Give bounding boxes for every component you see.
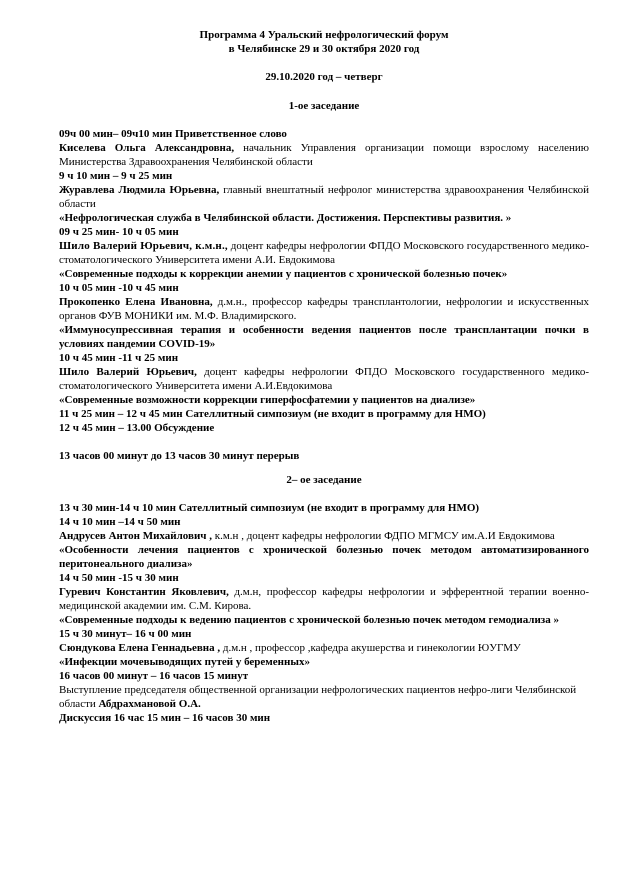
s2-discussion: Дискуссия 16 час 15 мин – 16 часов 30 мин — [59, 712, 271, 724]
s1-speaker1 — [59, 141, 589, 169]
s2-speaker3 — [59, 641, 589, 655]
s1-time4: 10 ч 05 мин -10 ч 45 мин — [59, 282, 179, 294]
s1-speaker4-role: д.м.н., профессор кафедры трансплантологии, нефрологии и искусственных органов ФУВ МОНИКИ им. М.Ф. Владимирского. — [59, 296, 590, 322]
s1-speaker3-role: доцент кафедры нефрологии ФПДО Московского государственного медико-стоматологического Университета имени А.И. Евдокимова — [59, 240, 589, 266]
s1-speaker1-role: начальник Управления организации помощи взрослому населению Министерства Здравоохранения Челябинской области — [59, 142, 589, 168]
document-page — [59, 28, 589, 725]
s1-speaker4-name: Прокопенко Елена Ивановна, — [59, 296, 213, 308]
s1-talk2: «Нефрологическая служба в Челябинской области. Достижения. Перспективы развития. » — [59, 212, 512, 224]
s1-time3: 09 ч 25 мин- 10 ч 05 мин — [59, 226, 179, 238]
s1-speaker3-name: Шило Валерий Юрьевич, к.м.н., — [59, 240, 228, 252]
s1-speaker5 — [59, 365, 589, 393]
program-date: 29.10.2020 год – четверг — [265, 71, 383, 83]
s2-satellite: 13 ч 30 мин-14 ч 10 мин Сателлитный симпозиум (не входит в программу для НМО) — [59, 502, 480, 514]
s2-speech-text: Выступление председателя общественной организации нефрологических пациентов нефро-лиги Челябинской области — [59, 684, 577, 710]
s1-satellite: 11 ч 25 мин – 12 ч 45 мин Сателлитный симпозиум (не входит в программу для НМО) — [59, 408, 486, 420]
s2-speaker2 — [59, 585, 589, 613]
s1-welcome: 09ч 00 мин– 09ч10 мин Приветственное слово — [59, 128, 287, 140]
s2-time3: 15 ч 30 минут– 16 ч 00 мин — [59, 628, 192, 640]
s1-talk5: «Современные возможности коррекции гиперфосфатемии у пациентов на диализе» — [59, 394, 476, 406]
s2-talk1: «Особенности лечения пациентов с хронической болезнью почек методом автоматизированного перитонеального диализа» — [59, 544, 589, 570]
s1-speaker2-name: Журавлева Людмила Юрьевна, — [59, 184, 220, 196]
s1-speaker3 — [59, 239, 589, 267]
s1-speaker2 — [59, 183, 589, 211]
s2-speaker2-role: д.м.н, профессор кафедры нефрологии и эфферентной терапии военно-медицинской академии им. С.М. Кирова. — [59, 586, 590, 612]
s1-speaker2-role: главный внештатный нефролог министерства здравоохранения Челябинской области — [59, 184, 589, 210]
s2-speaker1 — [59, 529, 589, 543]
s2-speaker3-name: Сюндукова Елена Геннадьевна , — [59, 642, 221, 654]
lunch-break: 13 часов 00 минут до 13 часов 30 минут перерыв — [59, 450, 300, 462]
program-title-line2: в Челябинске 29 и 30 октября 2020 год — [228, 43, 420, 55]
s1-talk3: «Современные подходы к коррекции анемии у пациентов с хронической болезнью почек» — [59, 268, 508, 280]
s1-speaker5-role: доцент кафедры нефрологии ФПДО Московского государственного медико-стоматологического Университета имени А.И.Евдокимова — [59, 366, 589, 392]
s2-speaker1-role: к.м.н , доцент кафедры нефрологии ФДПО МГМСУ им.А.И Евдокимова — [212, 530, 555, 542]
s1-time5: 10 ч 45 мин -11 ч 25 мин — [59, 352, 179, 364]
program-title-line1: Программа 4 Уральский нефрологический форум — [199, 29, 449, 41]
s1-speaker4 — [59, 295, 589, 323]
s2-talk2: «Современные подходы к ведению пациентов с хронической болезнью почек методом гемодиализа » — [59, 614, 559, 626]
s1-time2: 9 ч 10 мин – 9 ч 25 мин — [59, 170, 173, 182]
s1-speaker5-name: Шило Валерий Юрьевич, — [59, 366, 197, 378]
s2-speaker3-role: д.м.н , профессор ,кафедра акушерства и гинекологии ЮУГМУ — [220, 642, 521, 654]
s2-speech-name: Абдрахмановой О.А. — [98, 698, 201, 710]
s2-time4: 16 часов 00 минут – 16 часов 15 минут — [59, 670, 249, 682]
s2-speaker2-name: Гуревич Константин Яковлевич, — [59, 586, 229, 598]
session1-title: 1-ое заседание — [288, 100, 360, 112]
session2-title: 2– ое заседание — [286, 474, 362, 486]
s1-talk4: «Иммуносупрессивная терапия и особенности ведения пациентов после трансплантации почки в условиях пандемии COVID-19» — [59, 324, 589, 350]
s2-time1: 14 ч 10 мин –14 ч 50 мин — [59, 516, 181, 528]
s2-time2: 14 ч 50 мин -15 ч 30 мин — [59, 572, 179, 584]
s1-discussion: 12 ч 45 мин – 13.00 Обсуждение — [59, 422, 215, 434]
s1-speaker1-name: Киселева Ольга Александровна, — [59, 142, 235, 154]
s2-talk3: «Инфекции мочевыводящих путей у беременных» — [59, 656, 310, 668]
s2-speaker1-name: Андрусев Антон Михайлович , — [59, 530, 212, 542]
s2-speech — [59, 683, 589, 711]
